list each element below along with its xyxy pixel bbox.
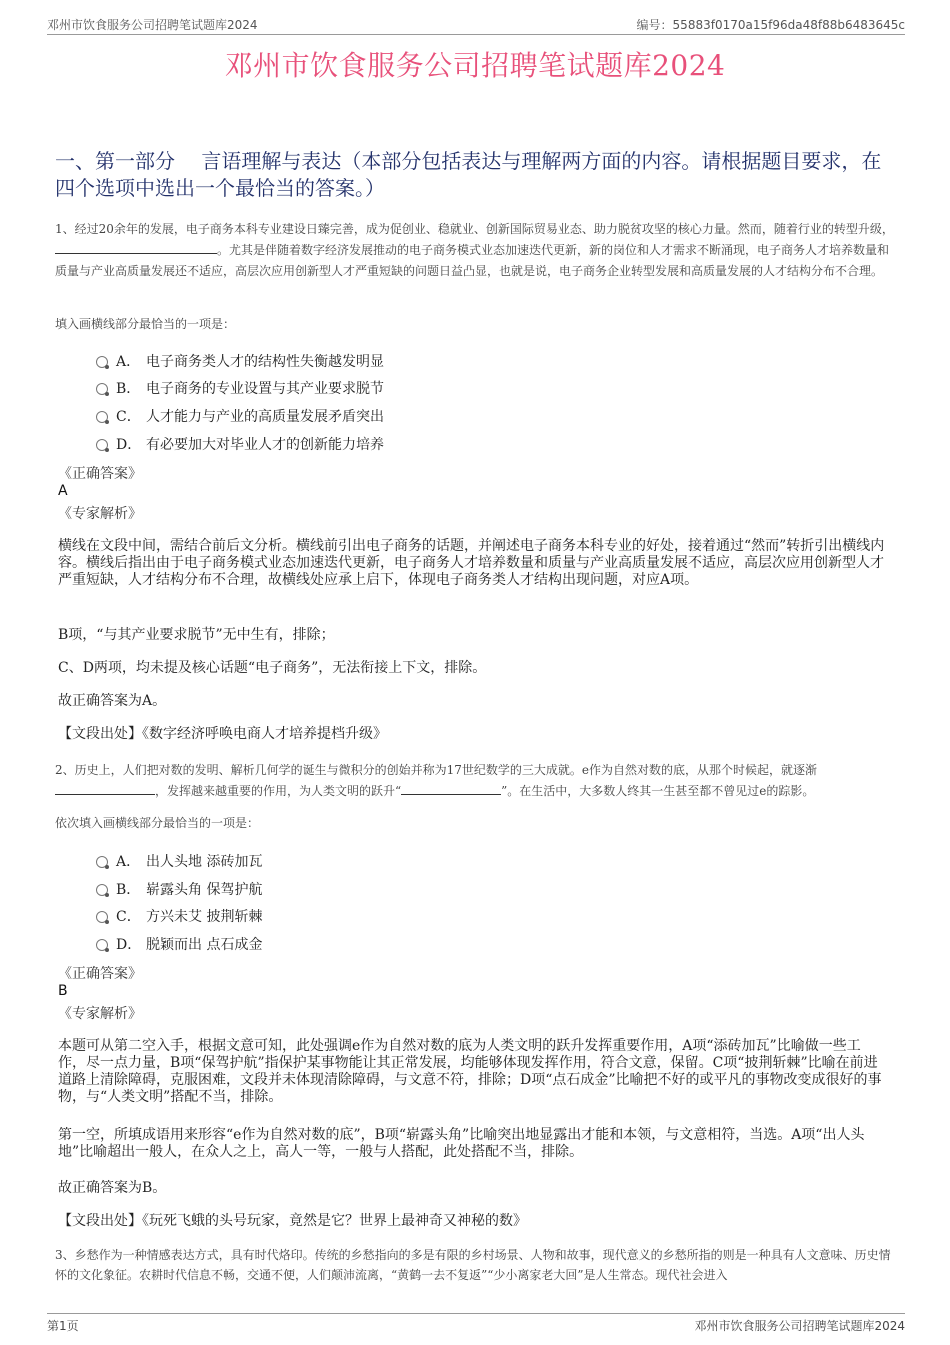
option-text: 电子商务类人才的结构性失衡越发明显 (146, 354, 384, 370)
radio-icon[interactable] (96, 884, 108, 896)
q1-text-after: 。尤其是伴随着数字经济发展推动的电子商务模式业态加速迭代更新，新的岗位和人才需求不断涌现，电子商务人才培养数量和质量与产业高质量发展还不适应，高层次应用创新型人才严重短缺的问题日益凸显，也就是说，电子商务企业转型发展和高质量发展的人才结构分布不合理。 (55, 243, 890, 278)
q1-prompt: 填入画横线部分最恰当的一项是： (55, 317, 236, 331)
radio-icon[interactable] (96, 939, 108, 951)
radio-icon[interactable] (96, 439, 108, 451)
q1-option-a[interactable] (96, 351, 384, 371)
question-3-text: 3、乡愁作为一种情感表达方式，具有时代烙印。传统的乡愁指向的多是有限的乡村场景、人物和故事，现代意义的乡愁所指的则是一种具有人文意味、历史情怀的文化象征。农耕时代信息不畅，交通不便，人们颠沛流离，“黄鹤一去不复返”“少小离家老大回”是人生常态。现代社会进入 (55, 1248, 891, 1282)
option-key: C． (116, 909, 141, 925)
q2-text-b: ，发挥越来越重要的作用，为人类文明的跃升“ (155, 784, 402, 798)
radio-icon[interactable] (96, 383, 108, 395)
radio-icon[interactable] (96, 856, 108, 868)
q1-analysis-label: 《专家解析》 (58, 506, 142, 522)
q2-analysis-paragraph: 第一空，所填成语用来形容“e作为自然对数的底”，B项“崭露头角”比喻突出地显露出才能和本领，与文意相符，当选。A项“出人头地”比喻超出一般人，在众人之上，高人一等，一般与人搭配，此处搭配不当，排除。 (58, 1127, 865, 1160)
question-2-text (55, 760, 895, 802)
q1-option-b[interactable] (96, 378, 384, 398)
q2-answer: B (58, 983, 68, 999)
q2-blank-1 (55, 782, 155, 795)
option-text: 方兴未艾 披荆斩棘 (146, 909, 263, 925)
q1-analysis-paragraph: 故正确答案为A。 (58, 693, 167, 709)
q2-analysis-label: 《专家解析》 (58, 1006, 142, 1022)
option-text: 电子商务的专业设置与其产业要求脱节 (146, 381, 384, 397)
footer-doc-title: 邓州市饮食服务公司招聘笔试题库2024 (694, 1319, 905, 1333)
radio-icon[interactable] (96, 911, 108, 923)
option-key: D． (116, 937, 142, 953)
radio-icon[interactable] (96, 356, 108, 368)
option-text: 有必要加大对毕业人才的创新能力培养 (146, 437, 384, 453)
q1-analysis-paragraph: 横线在文段中间，需结合前后文分析。横线前引出电子商务的话题，并阐述电子商务本科专业的好处，接着通过“然而”转折引出横线内容。横线后指出由于电子商务模式业态加速迭代更新，电子商务人才培养数量和质量与产业高质量发展不适应，高层次应用创新型人才严重短缺，人才结构分布不合理，故横线处应承上启下，体现电子商务类人才结构出现问题，对应A项。 (58, 538, 885, 588)
option-key: D． (116, 437, 142, 453)
q2-text-c: ”。在生活中，大多数人终其一生甚至都不曾见过e的踪影。 (501, 784, 815, 798)
q2-option-d[interactable] (96, 934, 262, 954)
q1-analysis-paragraph: C、D两项，均未提及核心话题“电子商务”，无法衔接上下文，排除。 (58, 660, 487, 676)
q1-source: 【文段出处】《数字经济呼唤电商人才培养提档升级》 (58, 726, 387, 742)
option-text: 人才能力与产业的高质量发展矛盾突出 (146, 409, 384, 425)
q1-analysis-paragraph: B项，“与其产业要求脱节”无中生有，排除； (58, 627, 335, 643)
question-1-text (55, 219, 895, 282)
q2-text-a: 2、历史上，人们把对数的发明、解析几何学的诞生与微积分的创始并称为17世纪数学的三大成就。e作为自然对数的底，从那个时候起，就逐渐 (55, 763, 818, 777)
q1-answer-label: 《正确答案》 (58, 466, 142, 482)
option-key: B． (116, 381, 141, 397)
q2-option-c[interactable] (96, 906, 262, 926)
option-key: B． (116, 882, 141, 898)
option-text: 崭露头角 保驾护航 (146, 882, 263, 898)
q1-option-c[interactable] (96, 406, 384, 426)
q2-prompt: 依次填入画横线部分最恰当的一项是： (55, 816, 260, 830)
q2-option-b[interactable] (96, 879, 262, 899)
option-text: 出人头地 添砖加瓦 (146, 854, 263, 870)
page-footer (47, 1313, 905, 1334)
q1-answer: A (58, 483, 68, 499)
section-title: 一、第一部分 言语理解与表达（本部分包括表达与理解两方面的内容。请根据题目要求，在四个选项中选出一个最恰当的答案。） (55, 149, 882, 200)
q2-option-a[interactable] (96, 851, 262, 871)
page-header (47, 14, 905, 35)
header-doc-title: 邓州市饮食服务公司招聘笔试题库2024 (47, 18, 258, 32)
header-doc-id: 编号：55883f0170a15f96da48f88b6483645c (636, 18, 905, 32)
radio-icon[interactable] (96, 411, 108, 423)
option-key: A． (116, 354, 141, 370)
option-text: 脱颖而出 点石成金 (146, 937, 263, 953)
q2-blank-2 (401, 782, 501, 795)
q1-option-d[interactable] (96, 434, 384, 454)
option-key: C． (116, 409, 141, 425)
q1-text-before: 1、经过20余年的发展，电子商务本科专业建设日臻完善，成为促创业、稳就业、创新国际贸易业态、助力脱贫攻坚的核心力量。然而，随着行业的转型升级， (55, 222, 894, 236)
q1-blank (55, 241, 217, 254)
q2-analysis-paragraph: 本题可从第二空入手，根据文意可知，此处强调e作为自然对数的底为人类文明的跃升发挥重要作用，A项“添砖加瓦”比喻做一些工作，尽一点力量，B项“保驾护航”指保护某事物能让其正常发展，均能够体现发挥作用，符合文意，保留。C项“披荆斩棘”比喻在前进道路上清除障碍，克服困难，文段并未体现清除障碍，与文意不符，排除；D项“点石成金”比喻把不好的或平凡的事物改变成很好的事物，与“人类文明”搭配不当，排除。 (58, 1038, 882, 1105)
page-number: 第1页 (47, 1319, 79, 1333)
document-title: 邓州市饮食服务公司招聘笔试题库2024 (224, 49, 726, 82)
option-key: A． (116, 854, 141, 870)
q2-answer-label: 《正确答案》 (58, 966, 142, 982)
q2-source: 【文段出处】《玩死飞蛾的头号玩家，竟然是它？世界上最神奇又神秘的数》 (58, 1213, 527, 1229)
q2-analysis-paragraph: 故正确答案为B。 (58, 1180, 167, 1196)
